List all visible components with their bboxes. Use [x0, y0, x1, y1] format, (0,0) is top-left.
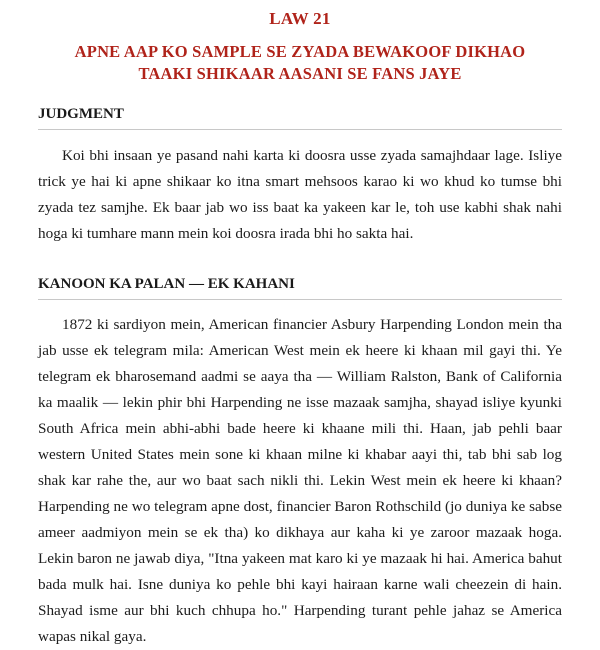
story-heading: KANOON KA PALAN — EK KAHANI [38, 276, 562, 300]
law-title-line-1: APNE AAP KO SAMPLE SE ZYADA BEWAKOOF DIKHAO [74, 42, 526, 61]
law-title-line-2: TAAKI SHIKAAR AASANI SE FANS JAYE [138, 64, 462, 83]
judgment-paragraph: Koi bhi insaan ye pasand nahi karta ki doosra usse zyada samajhdaar lage. Isliye trick ye hai ki apne shikaar ko itna smart mehsoos karao ki wo khud ko tumse bhi zyada tez samjhe. Ek baar jab wo iss baat ka yakeen kar le, toh use kabhi shak nahi hoga ki tumhare mann mein koi doosra irada bhi ho sakta hai. [38, 147, 562, 242]
law-number: LAW 21 [269, 9, 331, 28]
law-title [0, 41, 600, 85]
story-paragraph: 1872 ki sardiyon mein, American financier Asbury Harpending London mein tha jab usse ek telegram mila: American West mein ek heere ki khaan mil gayi thi. Ye telegram ek bharosemand aadmi se aaya tha — William Ralston, Bank of California ka maalik — lekin phir bhi Harpending ne isse mazaak samjha, shayad isliye kyunki South Africa mein abhi-abhi bade heere ki khaane mili thi. Haan, jab pehli baar western United States mein sone ki khaan milne ki khabar aayi thi, tab bhi sab log shak kar rahe the, aur wo baat sach nikli thi. Lekin West mein ek heere ki khaan? Harpending ne wo telegram apne dost, financier Baron Rothschild (jo duniya ke sabse ameer aadmiyon mein se ek tha) ko dikhaya aur kaha ki ye zaroor mazaak hoga. Lekin baron ne jawab diya, "Itna yakeen mat karo ki ye mazaak hi hai. America bahut bada mulk hai. Isne duniya ko pehle bhi kayi hairaan karne wali cheezein di hain. Shayad isme aur bhi kuch chhupa ho." Harpending turant pehle jahaz se America wapas nikal gaya. [38, 316, 562, 645]
judgment-heading: JUDGMENT [38, 106, 562, 130]
